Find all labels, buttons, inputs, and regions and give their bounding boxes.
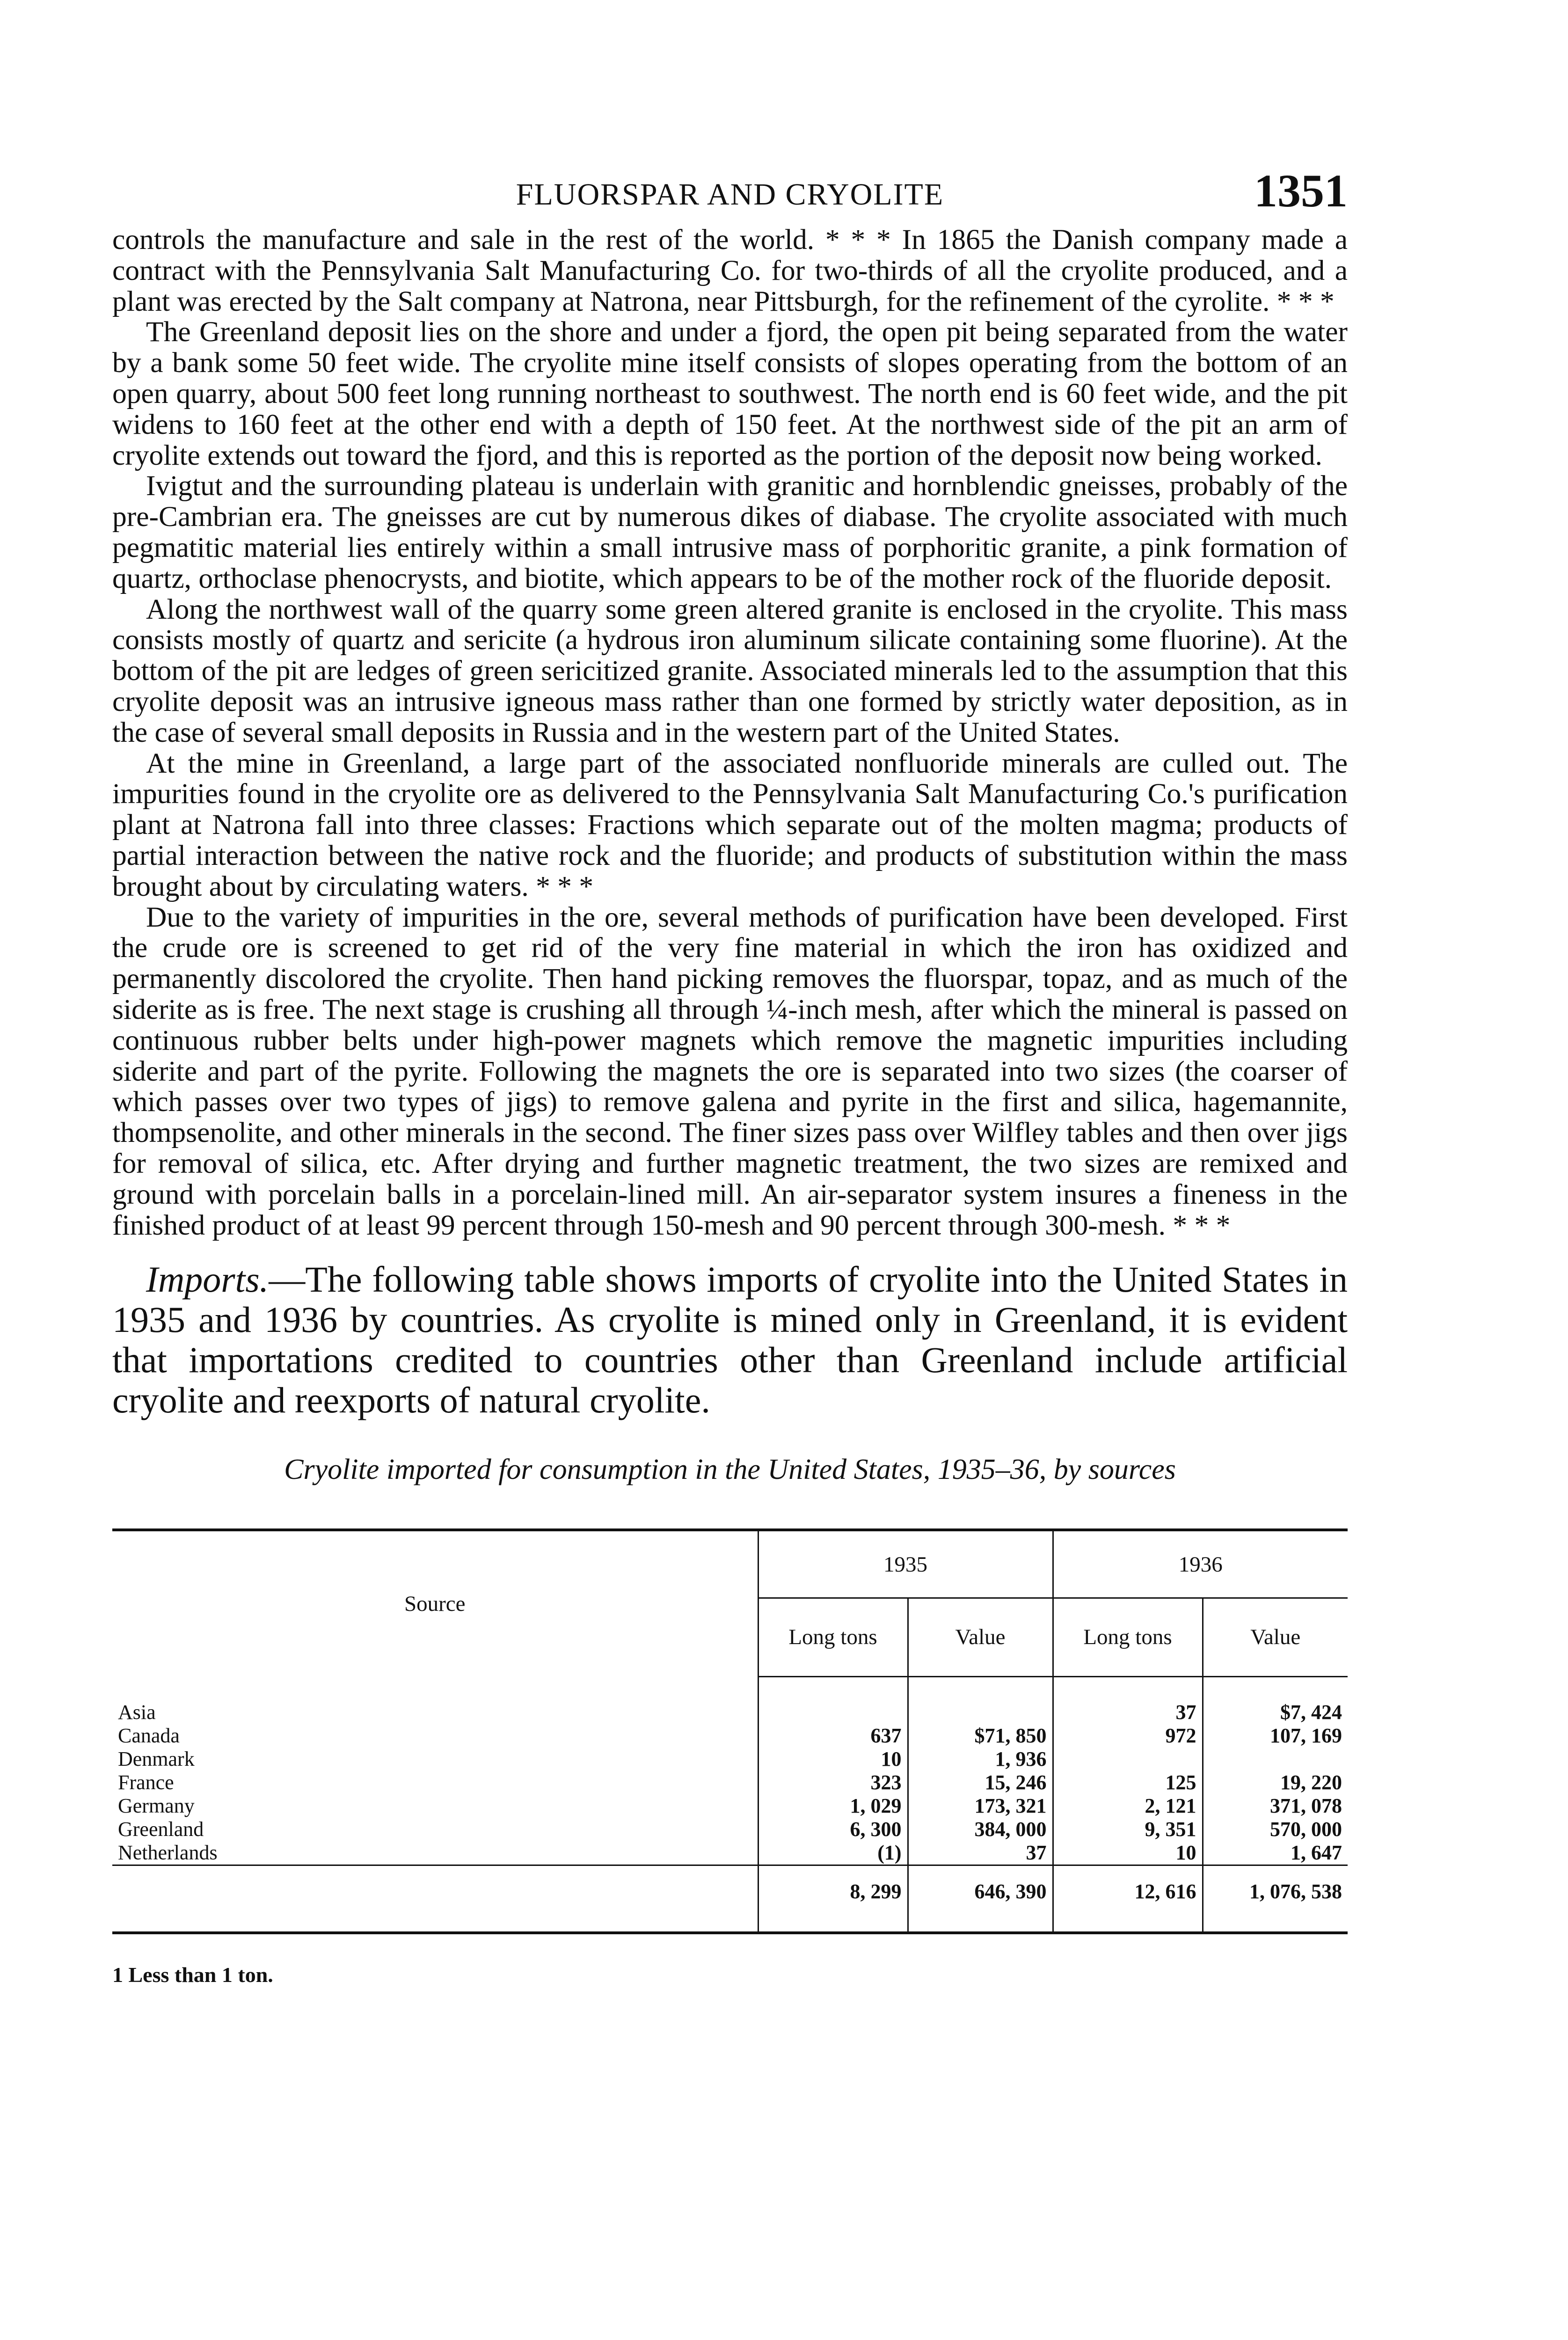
tons-1936 (1053, 1748, 1203, 1771)
value-1935: 1, 936 (908, 1748, 1053, 1771)
source-cell: Asia (118, 1700, 156, 1724)
paragraph: The Greenland deposit lies on the shore and under a fjord, the open pit being separated from the water by a bank some 50 feet wide. The cryolite mine itself consists of slopes operating from the bottom of an open quarry, about 500 feet long running northeast to southwest. The north end is 60 feet wide, and the pit widens to 160 feet at the other end with a depth of 150 feet. At the northwest side of the pit an arm of cryolite extends out toward the fjord, and this is reported as the portion of the deposit now being worked. (112, 316, 1348, 471)
paragraph: controls the manufacture and sale in the rest of the world. * * * In 1865 the Danish company made a contract with the Pennsylvania Salt Manufacturing Co. for two-thirds of all the cryolite produced, and a plant was erected by the Salt company at Natrona, near Pittsburgh, for the refinement of the cyrolite. * * * (112, 224, 1348, 317)
value-1935: $71, 850 (908, 1724, 1053, 1748)
value-1936: 1, 647 (1203, 1841, 1348, 1865)
imports-lead: Imports. (146, 1259, 269, 1300)
source-cell: France (118, 1770, 174, 1794)
tons-1936: 9, 351 (1053, 1818, 1203, 1841)
tons-1935: (1) (758, 1841, 908, 1865)
value-1935: 384, 000 (908, 1818, 1053, 1841)
imports-paragraph (112, 1259, 1348, 1420)
value-1935 (908, 1701, 1053, 1724)
source-cell: Germany (118, 1794, 195, 1817)
tons-1936: 10 (1053, 1841, 1203, 1865)
table-row (112, 1701, 1348, 1724)
tons-1936: 125 (1053, 1771, 1203, 1794)
table-caption: Cryolite imported for consumption in the United States, 1935–36, by sources (284, 1454, 1176, 1486)
imports-text: —The following table shows imports of cryolite into the United States in 1935 and 1936 by countries. As cryolite is mined only in Greenland, it is evident that importations credited to countries other than Greenland include artificial cryolite and reexports of natural cryolite. (112, 1259, 1348, 1421)
source-cell: Canada (118, 1724, 180, 1747)
total-row (112, 1865, 1348, 1917)
running-title: FLUORSPAR AND CRYOLITE (516, 177, 944, 212)
value-1936: 19, 220 (1203, 1771, 1348, 1794)
source-header: Source (112, 1530, 758, 1676)
source-cell: Greenland (118, 1817, 204, 1841)
value-header: Value (908, 1598, 1053, 1676)
cryolite-imports-table (112, 1528, 1348, 1934)
source-cell: Netherlands (118, 1841, 218, 1864)
year-1935-header: 1935 (758, 1530, 1053, 1598)
source-cell: Denmark (118, 1747, 195, 1770)
total-value-1935: 646, 390 (908, 1865, 1053, 1917)
long-tons-header: Long tons (758, 1598, 908, 1676)
tons-1935: 10 (758, 1748, 908, 1771)
value-1935: 173, 321 (908, 1794, 1053, 1818)
long-tons-header: Long tons (1053, 1598, 1203, 1676)
footnote: 1 Less than 1 ton. (112, 1962, 273, 1987)
tons-1936: 972 (1053, 1724, 1203, 1748)
year-1936-header: 1936 (1053, 1530, 1348, 1598)
tons-1935 (758, 1701, 908, 1724)
tons-1935: 637 (758, 1724, 908, 1748)
tons-1936: 2, 121 (1053, 1794, 1203, 1818)
page-header (112, 164, 1348, 225)
body-text (112, 225, 1348, 1241)
paragraph: At the mine in Greenland, a large part of the associated nonfluoride minerals are culled out. The impurities found in the cryolite ore as delivered to the Pennsylvania Salt Manufacturing Co.'s purification plant at Natrona fall into three classes: Fractions which separate out of the molten magma; products of partial interaction between the native rock and the fluoride; and products of substitution within the mass brought about by circulating waters. * * * (112, 747, 1348, 902)
table-row (112, 1818, 1348, 1841)
value-1935: 15, 246 (908, 1771, 1053, 1794)
value-1936: 371, 078 (1203, 1794, 1348, 1818)
value-header: Value (1203, 1598, 1348, 1676)
tons-1935: 323 (758, 1771, 908, 1794)
total-tons-1935: 8, 299 (758, 1865, 908, 1917)
value-1936: 107, 169 (1203, 1724, 1348, 1748)
total-value-1936: 1, 076, 538 (1203, 1865, 1348, 1917)
tons-1936: 37 (1053, 1701, 1203, 1724)
paragraph: Along the northwest wall of the quarry some green altered granite is enclosed in the cryolite. This mass consists mostly of quartz and sericite (a hydrous iron aluminum silicate containing some fluorine). At the bottom of the pit are ledges of green sericitized granite. Associated minerals led to the assumption that this cryolite deposit was an intrusive igneous mass rather than one formed by strictly water deposition, as in the case of several small deposits in Russia and in the western part of the United States. (112, 593, 1348, 748)
value-1936 (1203, 1748, 1348, 1771)
value-1936: 570, 000 (1203, 1818, 1348, 1841)
table-row (112, 1841, 1348, 1865)
table-row (112, 1794, 1348, 1818)
tons-1935: 1, 029 (758, 1794, 908, 1818)
page-number: 1351 (1254, 165, 1348, 217)
table-row (112, 1771, 1348, 1794)
table-row (112, 1724, 1348, 1748)
value-1936: $7, 424 (1203, 1701, 1348, 1724)
total-tons-1936: 12, 616 (1053, 1865, 1203, 1917)
document-page (112, 164, 1348, 1987)
paragraph: Due to the variety of impurities in the ore, several methods of purification have been developed. First the crude ore is screened to get rid of the very fine material in which the iron has oxidized and permanently discolored the cryolite. Then hand picking removes the fluorspar, topaz, and as much of the siderite as is free. The next stage is crushing all through ¼-inch mesh, after which the mineral is passed on continuous rubber belts under high-power magnets which remove the magnetic impurities including siderite and part of the pyrite. Following the magnets the ore is separated into two sizes (the coarser of which passes over two types of jigs) to remove galena and pyrite in the first and silica, hagemannite, thompsenolite, and other minerals in the second. The finer sizes pass over Wilfley tables and then over jigs for removal of silica, etc. After drying and further magnetic treatment, the two sizes are remixed and ground with porcelain balls in a porcelain-lined mill. An air-separator system insures a fineness in the finished product of at least 99 percent through 150-mesh and 90 percent through 300-mesh. * * * (112, 901, 1348, 1241)
paragraph: Ivigtut and the surrounding plateau is underlain with granitic and hornblendic gneisses, probably of the pre-Cambrian era. The gneisses are cut by numerous dikes of diabase. The cryolite associated with much pegmatitic material lies entirely within a small intrusive mass of porphoritic granite, a pink formation of quartz, orthoclase phenocrysts, and biotite, which appears to be of the mother rock of the fluoride deposit. (112, 470, 1348, 594)
tons-1935: 6, 300 (758, 1818, 908, 1841)
value-1935: 37 (908, 1841, 1053, 1865)
table-row (112, 1748, 1348, 1771)
